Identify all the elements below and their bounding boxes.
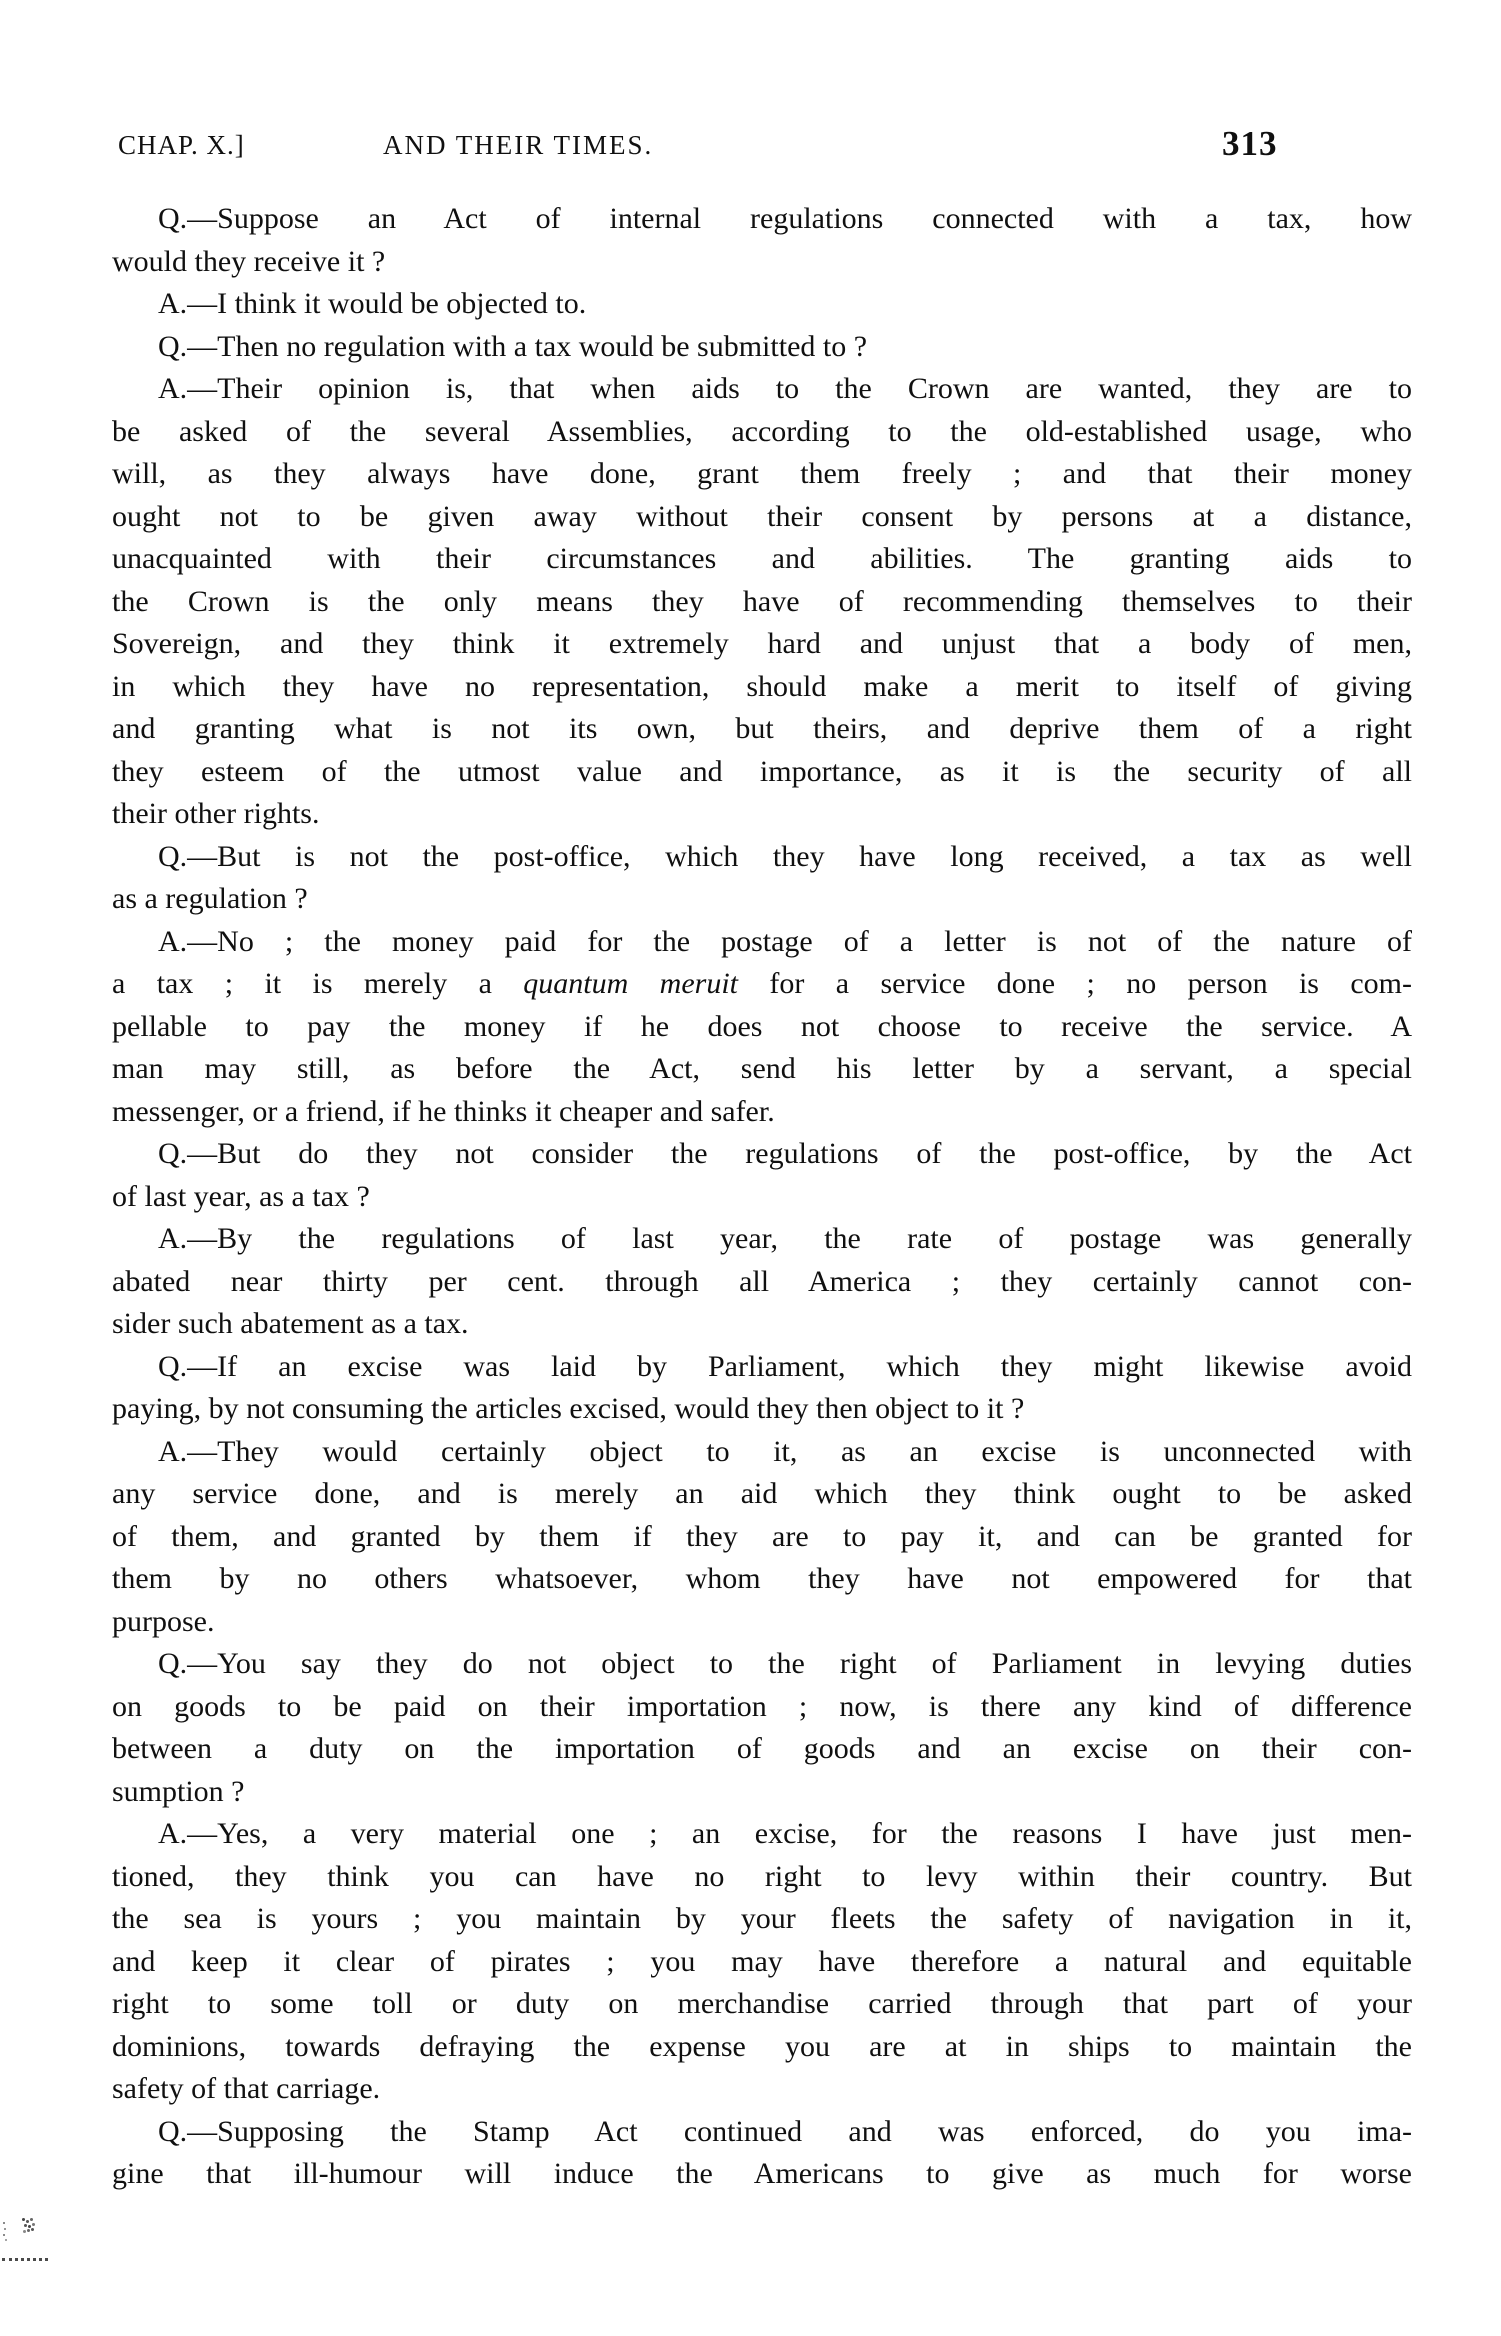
text-line: A.—No ; the money paid for the postage of a letter is not of the nature of: [158, 924, 1412, 958]
text-line: in which they have no representation, should make a merit to itself of giving: [112, 669, 1412, 703]
text-line: their other rights.: [112, 797, 320, 830]
scan-artifact-specks: [3, 2222, 5, 2224]
text-line: between a duty on the importation of goods and an excise on their con-: [112, 1732, 1412, 1765]
text-line: safety of that carriage.: [112, 2072, 381, 2105]
text-line: and keep it clear of pirates ; you may have therefore a natural and equitable: [112, 1944, 1412, 1978]
text-line: ought not to be given away without their consent by persons at a distance,: [112, 499, 1412, 533]
text-line: A.—Yes, a very material one ; an excise, for the reasons I have just men-: [158, 1817, 1412, 1850]
text-line: would they receive it ?: [112, 244, 386, 278]
text-line: A.—Their opinion is, that when aids to the Crown are wanted, they are to: [158, 372, 1412, 405]
running-title: AND THEIR TIMES.: [383, 130, 654, 160]
text-line: Q.—If an excise was laid by Parliament, which they might likewise avoid: [158, 1349, 1412, 1383]
text-line: they esteem of the utmost value and importance, as it is the security of all: [112, 754, 1412, 788]
text-line: sider such abatement as a tax.: [112, 1307, 469, 1340]
text-line: sumption ?: [112, 1774, 245, 1808]
text-line: the Crown is the only means they have of recommending themselves to their: [112, 584, 1412, 618]
text-line: a tax ; it is merely a quantum meruit for a service done ; no person is com-: [112, 967, 1413, 1000]
text-line: A.—I think it would be objected to.: [158, 287, 587, 320]
text-line: unacquainted with their circumstances and abilities. The granting aids to: [112, 542, 1412, 575]
text-line: man may still, as before the Act, send his letter by a servant, a special: [112, 1052, 1412, 1085]
text-line: be asked of the several Assemblies, according to the old-established usage, who: [112, 414, 1412, 448]
text-line: paying, by not consuming the articles excised, would they then object to it ?: [112, 1392, 1025, 1425]
text-line: Q.—Supposing the Stamp Act continued and was enforced, do you ima-: [158, 2114, 1412, 2148]
text-line: Q.—Then no regulation with a tax would be submitted to ?: [158, 329, 868, 363]
scan-artifact-dot-row: [2, 2258, 48, 2261]
text-line: right to some toll or duty on merchandise carried through that part of your: [112, 1987, 1412, 2020]
running-head: [0, 124, 1501, 168]
text-line: Q.—But do they not consider the regulations of the post-office, by the Act: [158, 1137, 1412, 1170]
text-line: abated near thirty per cent. through all America ; they certainly cannot con-: [112, 1264, 1412, 1298]
text-line: any service done, and is merely an aid which they think ought to be asked: [112, 1477, 1412, 1510]
text-line: on goods to be paid on their importation ; now, is there any kind of difference: [112, 1689, 1412, 1723]
text-line: of them, and granted by them if they are to pay it, and can be granted for: [112, 1519, 1412, 1553]
scan-artifact-smudge: [22, 2218, 25, 2221]
chapter-label: CHAP. X.]: [118, 130, 245, 160]
text-line: messenger, or a friend, if he thinks it cheaper and safer.: [112, 1094, 775, 1128]
text-line: gine that ill-humour will induce the Americans to give as much for worse: [112, 2157, 1412, 2190]
text-line: as a regulation ?: [112, 882, 308, 915]
text-line: Q.—You say they do not object to the right of Parliament in levying duties: [158, 1647, 1412, 1680]
text-line: Q.—But is not the post-office, which they have long received, a tax as well: [158, 839, 1412, 873]
text-line: and granting what is not its own, but theirs, and deprive them of a right: [112, 712, 1412, 745]
text-line: purpose.: [112, 1604, 215, 1638]
text-line: A.—By the regulations of last year, the rate of postage was generally: [158, 1222, 1412, 1255]
text-line: of last year, as a tax ?: [112, 1179, 370, 1213]
text-line: them by no others whatsoever, whom they have not empowered for that: [112, 1562, 1412, 1595]
text-line: Sovereign, and they think it extremely hard and unjust that a body of men,: [112, 627, 1412, 660]
text-line: dominions, towards defraying the expense you are at in ships to maintain the: [112, 2029, 1412, 2063]
text-line: A.—They would certainly object to it, as an excise is unconnected with: [158, 1434, 1412, 1468]
text-line: the sea is yours ; you maintain by your fleets the safety of navigation in it,: [112, 1902, 1412, 1935]
page-number: 313: [1222, 124, 1278, 163]
text-line: pellable to pay the money if he does not choose to receive the service. A: [112, 1009, 1412, 1043]
text-line: Q.—Suppose an Act of internal regulations connected with a tax, how: [158, 202, 1412, 235]
body-text: [112, 198, 1412, 2196]
text-line: will, as they always have done, grant them freely ; and that their money: [112, 457, 1412, 490]
text-line: tioned, they think you can have no right to levy within their country. But: [112, 1859, 1412, 1893]
